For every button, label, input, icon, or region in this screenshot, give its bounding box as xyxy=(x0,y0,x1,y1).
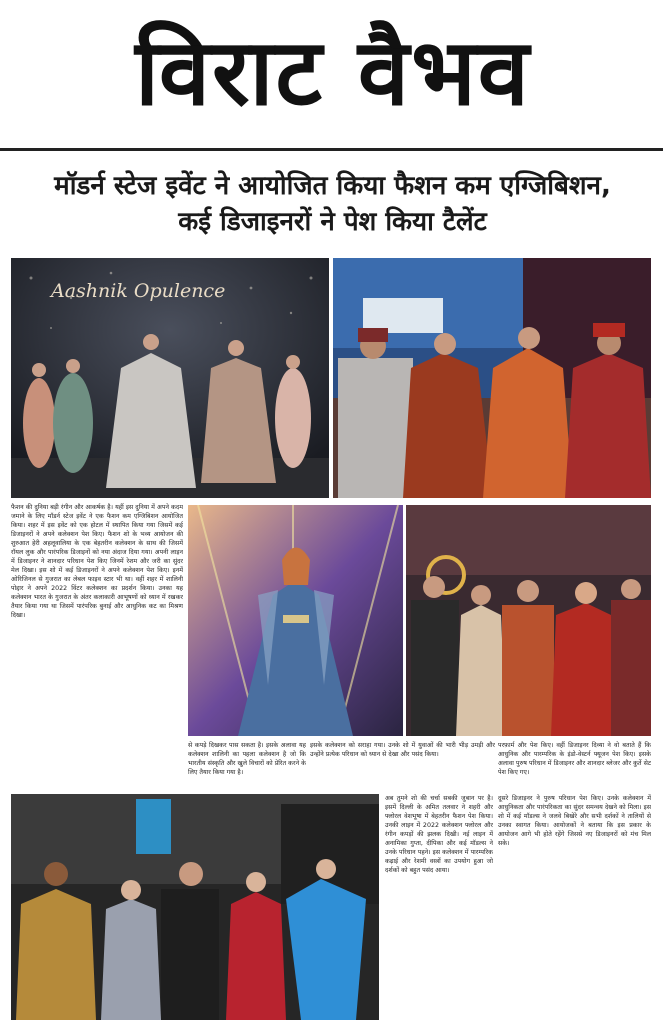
photo-runway-gowns xyxy=(11,258,329,498)
aashnik-opulence-logo: Aashnik Opulence xyxy=(51,280,226,302)
article-column-mid: से कपड़े दिखकर पास सकता है। इसके अलावा यह कलेक्शन शालिनी का पहला कलेक्शन है जो कि भारतीय संस्कृति और खुले विचारों को प्रेरित करने के लिए तैयार किया गया है। xyxy=(188,742,306,776)
article-column-center-lower: अब तुमने शो की चर्चा सबकी जुबान पर है। इसमें दिल्ली के अमित तलवार ने शहरी और फ्लोरल वेशभूषा में बेहतरीन फैशन पेश किया। उनकी लाइन में 2022 कलेक्शन फ्लोरल और रंगीन कपड़ों की झलक दिखी। नई लाइन में अनामिका गुप्ता, दीपिका और कई मॉडल्स ने उनके परिधान पहने। इस कलेक्शन में पारम्परिक कढ़ाई और रेशमी वस्त्रों का उपयोग हुआ जो दर्शकों को बहुत पसंद आया। xyxy=(385,795,493,874)
article-column-right-lower: दूसरे डिजाइनर ने पुरुष परिधान पेश किए। उनके कलेक्शन में आधुनिकता और पारंपरिकता का सुंदर समन्वय देखने को मिला। इस शो में कई मॉडल्स ने जलवे बिखेरे और सभी दर्शकों ने तालियों से उनका स्वागत किया। आयोजकों ने बताया कि इस प्रकार के आयोजन आगे भी होते रहेंगे जिससे नए डिजाइनरों को मंच मिल सके। xyxy=(498,795,651,847)
photo-bottom-group xyxy=(11,794,379,1020)
photo-designers-group xyxy=(333,258,651,498)
photo-stage-group xyxy=(406,505,651,736)
masthead xyxy=(0,0,663,148)
headline-line-2: कई डिजाइनरों ने पेश किया टैलेंट xyxy=(178,207,487,237)
article-column-mid2: इसके कलेक्शन को सराहा गया। उनके शो में युवाओं की भारी भीड़ उमड़ी और उन्होंने प्रत्येक परिधान को ध्यान से देखा और पसंद किया। xyxy=(310,742,495,758)
article-headline xyxy=(10,168,655,240)
article-column-left: फैशन की दुनिया बड़ी रंगीन और आकर्षक है। यहीं इस दुनिया में अपने कदम जमाने के लिए मॉडर्न स्टेज इवेंट ने एक फैशन कम एग्जिबिशन आयोजित किया। शहर में इस इवेंट को एक होटल में स्थापित किया गया जिसमें कई डिजाइनरों ने अपने कलेक्शन पेश किए। फैशन शो के भव्य आयोजन की शुरुआत हेरी अहलूवालिया के एक बेहतरीन कलेक्शन के साथ की जिसमें रॉयल लुक और पारंपरिक डिजाइनों को नया अंदाज दिया गया। अपनी लाइन में डिजाइनर ने शानदार परिधान पेश किए जिनमें रेशम और जरी का सुंदर मेल दिखा। इस शो में कई डिजाइनरों ने अपने कलेक्शन पेश किए। इनमें ओरिजिनल से गुजरात का लेबल फाइव स्टार भी था। वहीं शहर में शालिनी पोद्दार ने अपने 2022 विंटर कलेक्शन का प्रदर्शन किया। उनका यह कलेक्शन भारत के गुजरात के अंतर कलाकारी आभूषणों को ध्यान में रखकर तैयार किया गया था जिसमें पारंपरिक बुनाई और आधुनिक कट का मिश्रण दिखा। xyxy=(11,504,183,619)
masthead-rule xyxy=(0,148,663,151)
article-column-right: परफ़ार्म और पेश किए। वहीं डिजाइनर दिव्या ने वो बताते हैं कि आधुनिक और पारम्परिक के इंडो-वेस्टर्न फ्यूजन पेश किए। इसके अलावा पुरुष परिधान में डिजाइनर और शानदार ब्लेजर और कुर्ते सेट पेश किए गए। xyxy=(498,742,651,776)
newspaper-title: विराट वैभव xyxy=(135,18,531,126)
photo-blue-gown xyxy=(188,505,403,736)
headline-line-1: मॉडर्न स्टेज इवेंट ने आयोजित किया फैशन कम एग्जिबिशन, xyxy=(54,171,611,201)
